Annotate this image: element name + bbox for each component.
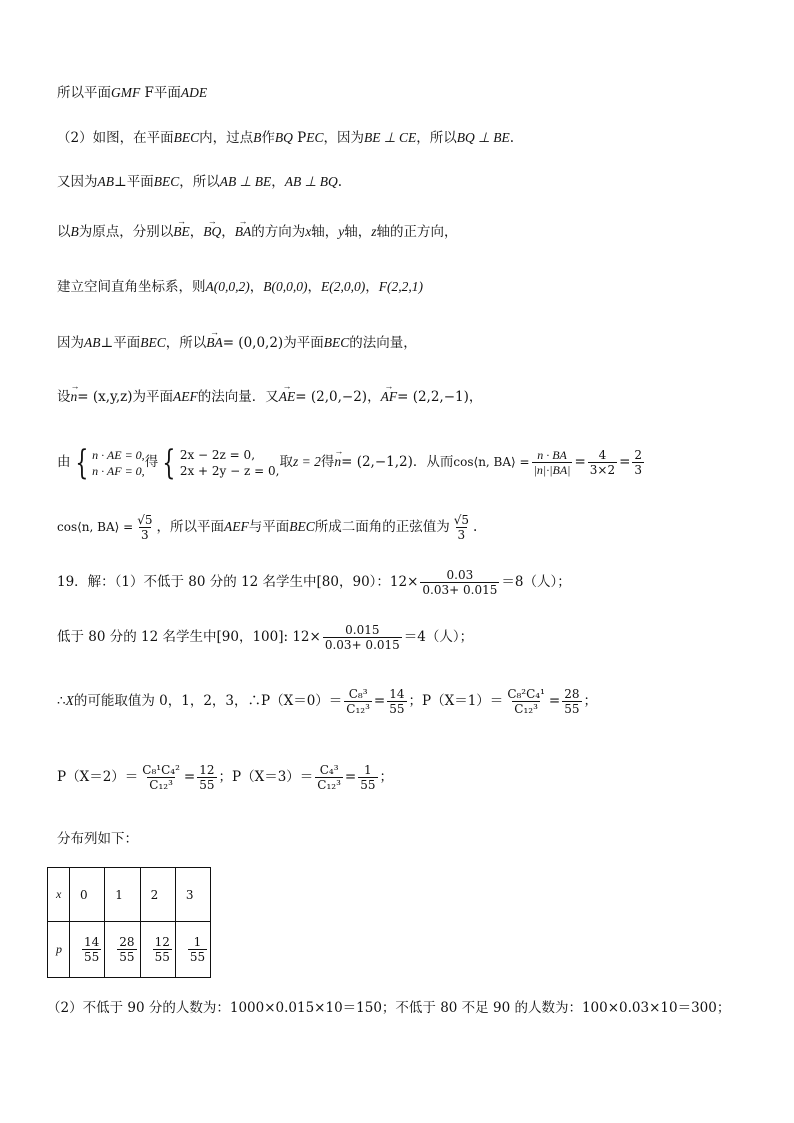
vector-BQ: → BQ xyxy=(203,222,221,242)
text: ， xyxy=(221,224,235,240)
denominator: 55 xyxy=(564,702,580,716)
math: X xyxy=(65,693,74,708)
numerator: C₈²C₄¹ xyxy=(507,687,545,701)
fraction xyxy=(117,935,136,964)
table-cell xyxy=(70,922,105,978)
math: AEF xyxy=(173,389,198,404)
table-row xyxy=(48,922,211,978)
text: 设 xyxy=(57,389,71,405)
numerator: √5 xyxy=(137,513,153,527)
text-line-14 xyxy=(57,829,138,849)
text-line-6 xyxy=(57,333,417,353)
text: ，所以平面 xyxy=(156,519,224,535)
text: 内，过点 xyxy=(199,130,254,146)
text-line-15 xyxy=(47,998,730,1018)
table-row xyxy=(48,868,211,922)
numerator: C₄³ xyxy=(319,763,339,777)
math: AB ⊥ BQ xyxy=(284,174,338,189)
fraction xyxy=(387,687,406,716)
text: 的方向为 xyxy=(251,224,306,240)
denominator: 0.03+ 0.015 xyxy=(422,583,498,597)
text: ， xyxy=(249,279,264,295)
numerator: 0.015 xyxy=(345,623,380,637)
plane-label: GMF xyxy=(111,85,141,100)
numerator: 14 xyxy=(389,687,405,701)
text: . xyxy=(337,174,342,190)
fraction xyxy=(532,448,573,477)
numerator: C₈³ xyxy=(348,687,368,701)
text-line-2 xyxy=(57,128,514,148)
fraction xyxy=(632,448,644,477)
text: ； xyxy=(379,769,394,785)
denominator: C₁₂³ xyxy=(514,702,538,716)
vector-n: → n xyxy=(334,442,341,482)
text: ⊥平面 xyxy=(100,335,141,351)
text: 与平面 xyxy=(248,519,290,535)
symbol: = xyxy=(548,693,561,709)
table-cell: 1 xyxy=(105,868,140,922)
table-cell xyxy=(140,922,175,978)
text: 又因为 xyxy=(57,174,98,190)
text: ，所以 xyxy=(416,130,457,146)
numerator: 1 xyxy=(364,763,372,777)
symbol: = xyxy=(619,454,631,470)
fraction xyxy=(452,513,471,542)
text: ， xyxy=(271,174,285,190)
math: AB ⊥ BE xyxy=(219,174,272,189)
text: ＝4（人）； xyxy=(403,629,474,645)
numerator: √5 xyxy=(453,513,469,527)
text-line-9 xyxy=(57,510,477,544)
vector-BE: → BE xyxy=(173,222,190,242)
text: . xyxy=(473,519,478,535)
denominator: 55 xyxy=(189,950,206,964)
fraction xyxy=(588,448,617,477)
denominator: 3 xyxy=(634,463,643,477)
math: BEC xyxy=(289,519,315,534)
text: 取 xyxy=(279,454,293,470)
point-B: B(0,0,0) xyxy=(263,279,308,294)
text: 轴， xyxy=(344,224,372,240)
text: 轴， xyxy=(311,224,339,240)
math: BE ⊥ CE xyxy=(364,130,417,145)
text: 建立空间直角坐标系，则 xyxy=(57,279,206,295)
math: cos⟨n, BA⟩ = xyxy=(453,455,530,469)
text: 低于 80 分的 12 名学生中[90，100]: 12× xyxy=(57,629,321,645)
point-E: E(2,0,0) xyxy=(321,279,366,294)
text: ，所以 xyxy=(165,335,207,351)
numerator: 0.03 xyxy=(446,568,474,582)
fraction xyxy=(562,687,581,716)
equation: 2x + 2y − z = 0, xyxy=(179,463,280,478)
numerator: 14 xyxy=(84,935,100,949)
text: ，所以 xyxy=(179,174,220,190)
text: 平面 xyxy=(153,85,181,101)
text: 分布列如下： xyxy=(57,831,138,847)
text-line-13 xyxy=(57,758,393,796)
vector-AE: → AE xyxy=(279,387,296,407)
text: ； xyxy=(408,693,423,709)
math: BEC xyxy=(173,130,200,145)
math: x xyxy=(305,224,312,239)
text: 19．解：（1）不低于 80 分的 12 名学生中[80，90）：12× xyxy=(57,574,419,590)
fraction xyxy=(82,935,101,964)
math: P（X＝2）＝ xyxy=(57,769,139,785)
text: （2）不低于 90 分的人数为：1000×0.015×10＝150；不低于 80 不足 90 的人数为：100×0.03×10＝300； xyxy=(47,1000,731,1016)
numerator: 28 xyxy=(119,935,135,949)
denominator: 55 xyxy=(119,950,135,964)
plane-label: ADE xyxy=(180,85,208,100)
symbol: = xyxy=(183,769,196,785)
text: ，因为 xyxy=(323,130,364,146)
denominator: 55 xyxy=(389,702,405,716)
math: BQ xyxy=(274,130,293,145)
text-line-7 xyxy=(57,387,482,407)
math: = (2,2,−1) xyxy=(397,389,469,405)
text: 作 xyxy=(261,130,275,146)
text: 为平面 xyxy=(132,389,174,405)
text: ＝8（人）； xyxy=(501,574,571,590)
table-header-cell: x xyxy=(48,868,70,922)
distribution-table xyxy=(47,867,211,978)
text-line-11 xyxy=(57,620,473,654)
numerator: 1 xyxy=(193,935,202,949)
denominator: C₁₂³ xyxy=(346,702,370,716)
text: 的法向量， xyxy=(349,335,417,351)
numerator: C₈¹C₄² xyxy=(142,763,180,777)
text: 所以平面 xyxy=(57,85,111,101)
denominator: C₁₂³ xyxy=(149,778,173,792)
vector-BA: → BA xyxy=(235,222,252,242)
math: P（X＝1）＝ xyxy=(422,693,504,709)
math: AB xyxy=(84,335,101,350)
vector-AF: → AF xyxy=(381,387,398,407)
symbol: P xyxy=(297,130,307,146)
denominator: 3 xyxy=(141,528,149,542)
text: ； xyxy=(218,769,232,785)
text: 得 xyxy=(320,454,335,470)
text: 以 xyxy=(57,224,71,240)
denominator: |n|·|BA| xyxy=(533,463,571,477)
math: BQ ⊥ BE xyxy=(456,130,510,145)
vector-BA: → BA xyxy=(206,333,223,353)
math: = (x,y,z) xyxy=(77,389,133,405)
symbol: F xyxy=(144,85,154,101)
numerator: 4 xyxy=(598,448,607,462)
text-line-10 xyxy=(57,565,571,599)
equation-system-1: { n · AE = 0, n · AF = 0, xyxy=(74,442,145,483)
math: AEF xyxy=(223,519,249,534)
text: . xyxy=(509,130,515,146)
fraction xyxy=(420,568,499,597)
text: 的可能取值为 0，1，2，3，∴ xyxy=(73,693,261,709)
fraction xyxy=(344,687,372,716)
math: BEC xyxy=(153,174,180,189)
text: ， xyxy=(365,279,379,295)
symbol: = xyxy=(344,769,357,785)
text: ， xyxy=(468,389,483,405)
symbol: = xyxy=(373,693,386,709)
math: P（X＝3）＝ xyxy=(232,769,314,785)
denominator: 55 xyxy=(360,778,376,792)
fraction xyxy=(315,763,343,792)
text: ， xyxy=(367,389,381,405)
text: 为原点，分别以 xyxy=(78,224,174,240)
fraction xyxy=(153,935,172,964)
numerator: 28 xyxy=(564,687,580,701)
vector-n: → n xyxy=(71,387,78,407)
math: BEC xyxy=(323,335,350,350)
math: AB xyxy=(97,174,114,189)
math: z = 2 xyxy=(292,454,321,469)
numerator: 2 xyxy=(634,448,643,462)
point-A: A(0,0,2) xyxy=(205,279,250,294)
text-line-1 xyxy=(57,83,207,103)
text: ．从而 xyxy=(412,454,454,470)
text: 因为 xyxy=(57,335,84,351)
denominator: 55 xyxy=(84,950,100,964)
text: 所成二面角的正弦值为 xyxy=(314,519,450,535)
fraction xyxy=(323,623,402,652)
math: BEC xyxy=(140,335,166,350)
symbol: = xyxy=(574,454,586,470)
fraction xyxy=(188,935,207,964)
text: ∴ xyxy=(57,693,66,709)
table-cell: 3 xyxy=(175,868,210,922)
equation: n · AE = 0, xyxy=(92,447,145,462)
table-cell: 0 xyxy=(70,868,105,922)
table-cell xyxy=(105,922,140,978)
math: z xyxy=(371,224,377,239)
math: P（X＝0）＝ xyxy=(261,693,343,709)
fraction xyxy=(197,763,216,792)
text-line-5 xyxy=(57,277,423,297)
table-cell xyxy=(175,922,210,978)
text: ⊥平面 xyxy=(114,174,154,190)
math: B xyxy=(70,224,79,239)
text: 的法向量．又 xyxy=(197,389,279,405)
fraction xyxy=(505,687,547,716)
text-line-3 xyxy=(57,172,342,192)
text-line-12 xyxy=(57,682,597,720)
numerator: n · BA xyxy=(537,448,567,462)
table-header-cell: p xyxy=(48,922,70,978)
math: = (2,0,−2) xyxy=(295,389,368,405)
denominator: 55 xyxy=(199,778,215,792)
denominator: 3 xyxy=(457,528,466,542)
text: ， xyxy=(307,279,321,295)
text: 由 xyxy=(57,454,71,470)
math: B xyxy=(253,130,262,145)
text: 轴的正方向， xyxy=(376,224,458,240)
fraction xyxy=(135,513,154,542)
equation: 2x − 2z = 0, xyxy=(179,447,256,462)
denominator: 3×2 xyxy=(589,463,616,477)
numerator: 12 xyxy=(154,935,170,949)
text-line-4 xyxy=(57,222,458,242)
math: cos⟨n, BA⟩ = xyxy=(57,520,134,534)
table-cell: 2 xyxy=(140,868,175,922)
fraction xyxy=(140,763,182,792)
equation-system-2: { 2x − 2z = 0, 2x + 2y − z = 0, xyxy=(162,442,280,483)
equation: n · AF = 0, xyxy=(92,463,145,478)
denominator: C₁₂³ xyxy=(317,778,341,792)
text: ； xyxy=(583,693,598,709)
denominator: 55 xyxy=(154,950,170,964)
numerator: 12 xyxy=(199,763,215,777)
text: 为平面 xyxy=(283,335,324,351)
point-F: F(2,2,1) xyxy=(378,279,423,294)
math: = (2,−1,2) xyxy=(341,454,413,470)
math: = (0,0,2) xyxy=(222,335,284,351)
text-line-8 xyxy=(57,442,646,482)
fraction xyxy=(358,763,377,792)
math: EC xyxy=(306,130,324,145)
text: 得 xyxy=(144,454,159,470)
text: （2）如图，在平面 xyxy=(57,130,174,146)
denominator: 0.03+ 0.015 xyxy=(324,638,400,652)
math: y xyxy=(338,224,345,239)
text: ， xyxy=(189,224,204,240)
